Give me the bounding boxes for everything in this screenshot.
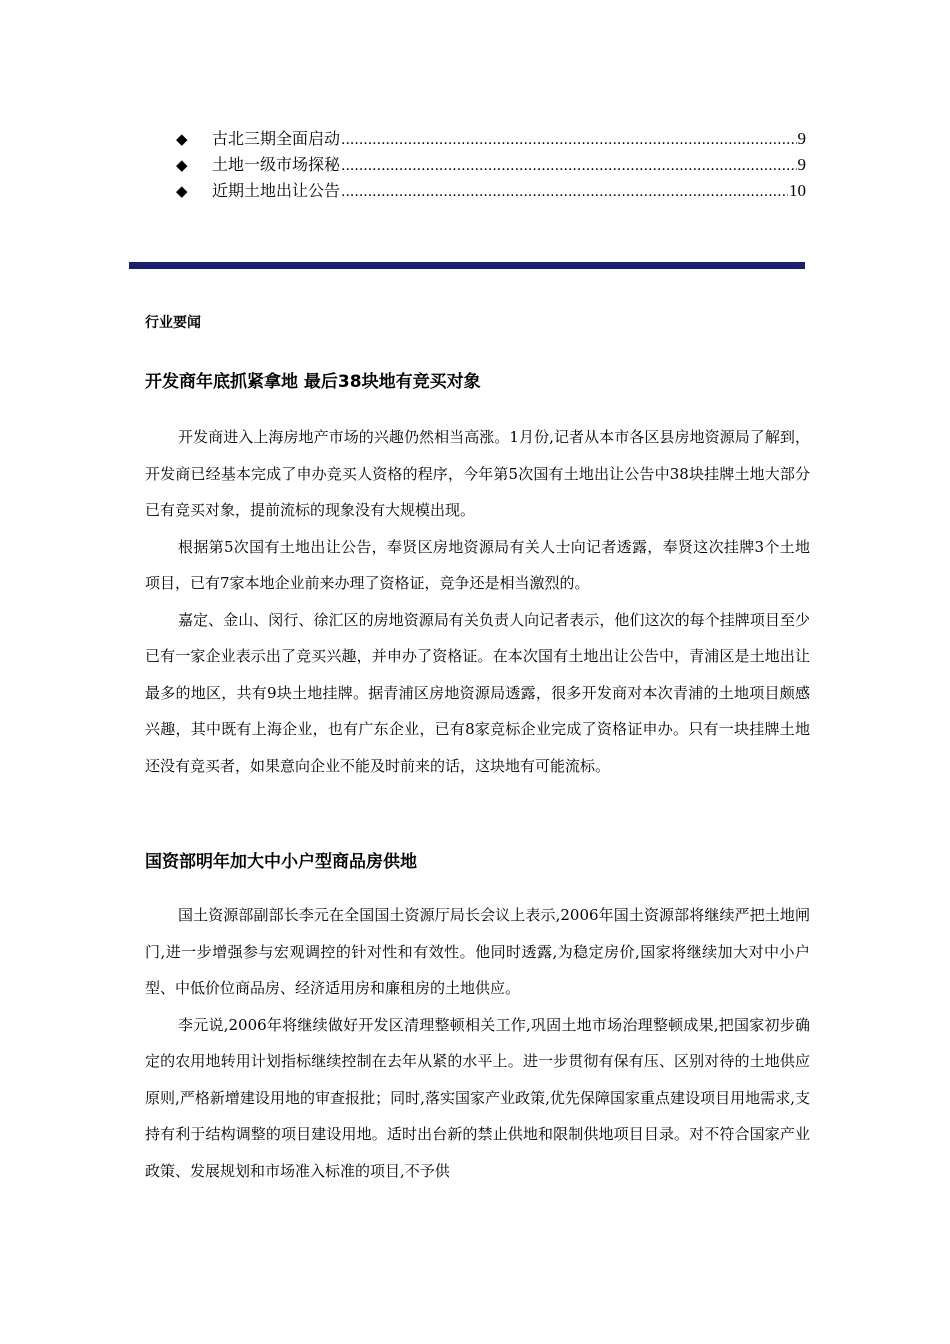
diamond-bullet-icon: ◆ bbox=[176, 130, 188, 148]
toc-page-number: 9 bbox=[797, 129, 806, 148]
article-headline: 开发商年底抓紧拿地 最后38块地有竞买对象 bbox=[145, 372, 481, 392]
toc-item[interactable] bbox=[176, 178, 806, 204]
toc-dot-leader bbox=[341, 153, 796, 179]
article-body bbox=[145, 419, 810, 784]
article-paragraph: 根据第5次国有土地出让公告，奉贤区房地资源局有关人士向记者透露，奉贤这次挂牌3个土地项目，已有7家本地企业前来办理了资格证，竞争还是相当激烈的。 bbox=[145, 537, 810, 592]
toc-page-number: 10 bbox=[789, 181, 806, 200]
article-paragraph: 李元说,2006年将继续做好开发区清理整顿相关工作,巩固土地市场治理整顿成果,把国家初步确定的农用地转用计划指标继续控制在去年从紧的水平上。进一步贯彻有保有压、区别对待的土地供应原则,严格新增建设用地的审查报批；同时,落实国家产业政策,优先保障国家重点建设项目用地需求,支持有利于结构调整的项目建设用地。适时出台新的禁止供地和限制供地项目目录。对不符合国家产业政策、发展规划和市场准入标准的项目,不予供 bbox=[145, 1015, 810, 1180]
toc-item-title: 近期土地出让公告 bbox=[212, 181, 341, 200]
article-paragraph: 开发商进入上海房地产市场的兴趣仍然相当高涨。1月份,记者从本市各区县房地资源局了解到，开发商已经基本完成了申办竞买人资格的程序，今年第5次国有土地出让公告中38块挂牌土地大部分已有竞买对象，提前流标的现象没有大规模出现。 bbox=[145, 428, 810, 519]
diamond-bullet-icon: ◆ bbox=[176, 182, 188, 200]
toc-page-number: 9 bbox=[797, 155, 806, 174]
article-paragraph: 嘉定、金山、闵行、徐汇区的房地资源局有关负责人向记者表示，他们这次的每个挂牌项目至少已有一家企业表示出了竞买兴趣，并申办了资格证。在本次国有土地出让公告中，青浦区是土地出让最多的地区，共有9块土地挂牌。据青浦区房地资源局透露，很多开发商对本次青浦的土地项目颇感兴趣，其中既有上海企业，也有广东企业，已有8家竞标企业完成了资格证申办。只有一块挂牌土地还没有竞买者，如果意向企业不能及时前来的话，这块地有可能流标。 bbox=[145, 610, 810, 775]
table-of-contents bbox=[176, 126, 806, 204]
toc-item-title: 古北三期全面启动 bbox=[212, 129, 341, 148]
toc-dot-leader bbox=[341, 179, 788, 205]
toc-item-title: 土地一级市场探秘 bbox=[212, 155, 341, 174]
article-body bbox=[145, 897, 810, 1189]
toc-item[interactable] bbox=[176, 126, 806, 152]
diamond-bullet-icon: ◆ bbox=[176, 156, 188, 174]
toc-dot-leader bbox=[341, 127, 796, 153]
section-divider bbox=[129, 262, 805, 269]
toc-item[interactable] bbox=[176, 152, 806, 178]
article-headline: 国资部明年加大中小户型商品房供地 bbox=[145, 852, 417, 872]
section-label: 行业要闻 bbox=[145, 315, 201, 331]
article-paragraph: 国土资源部副部长李元在全国国土资源厅局长会议上表示,2006年国土资源部将继续严把土地闸门,进一步增强参与宏观调控的针对性和有效性。他同时透露,为稳定房价,国家将继续加大对中小户型、中低价位商品房、经济适用房和廉租房的土地供应。 bbox=[145, 906, 810, 997]
